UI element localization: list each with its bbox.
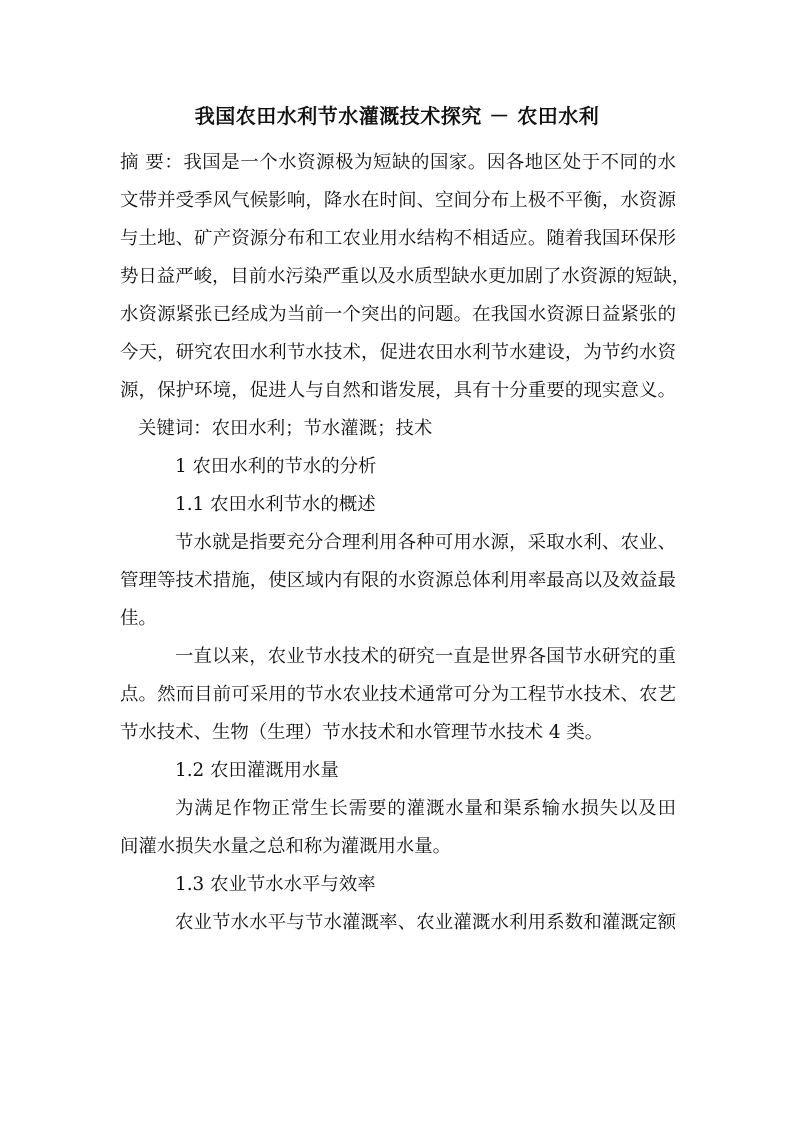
paragraph-line: 为满足作物正常生长需要的灌溉水量和渠系输水损失以及田: [175, 798, 676, 819]
paragraph-line: 一直以来，农业节水技术的研究一直是世界各国节水研究的重: [175, 646, 676, 667]
section-heading-1-1: 1.1 农田水利节水的概述: [175, 494, 376, 515]
paragraph-line: 间灌水损失水量之总和称为灌溉用水量。: [120, 836, 452, 857]
paragraph-line: 管理等技术措施，使区域内有限的水资源总体利用率最高以及效益最: [120, 570, 676, 591]
paragraph-line: 节水就是指要充分合理利用各种可用水源，采取水利、农业、: [175, 532, 676, 553]
abstract-line: 源，保护环境，促进人与自然和谐发展，具有十分重要的现实意义。: [120, 380, 676, 401]
abstract-line: 今天，研究农田水利节水技术，促进农田水利节水建设，为节约水资: [120, 342, 676, 363]
paragraph-line: 点。然而目前可采用的节水农业技术通常可分为工程节水技术、农艺: [120, 684, 676, 705]
abstract-line: 水资源紧张已经成为当前一个突出的问题。在我国水资源日益紧张的: [120, 304, 676, 325]
section-heading-1: 1 农田水利的节水的分析: [175, 456, 377, 477]
abstract-line: 摘 要：我国是一个水资源极为短缺的国家。因各地区处于不同的水: [120, 152, 676, 173]
paragraph-line: 农业节水水平与节水灌溉率、农业灌溉水利用系数和灌溉定额: [175, 912, 676, 933]
section-heading-1-2: 1.2 农田灌溉用水量: [175, 760, 339, 781]
abstract-line: 文带并受季风气候影响，降水在时间、空间分布上极不平衡，水资源: [120, 190, 676, 211]
abstract-line: 势日益严峻，目前水污染严重以及水质型缺水更加剧了水资源的短缺，: [120, 266, 691, 287]
keywords-line: 关键词：农田水利；节水灌溉；技术: [138, 418, 433, 439]
paragraph-line: 佳。: [120, 608, 157, 629]
paragraph-line: 节水技术、生物（生理）节水技术和水管理节水技术 4 类。: [120, 722, 604, 743]
document-title: 我国农田水利节水灌溉技术探究 － 农田水利: [194, 104, 600, 128]
abstract-line: 与土地、矿产资源分布和工农业用水结构不相适应。随着我国环保形: [120, 228, 676, 249]
section-heading-1-3: 1.3 农业节水水平与效率: [175, 874, 376, 895]
